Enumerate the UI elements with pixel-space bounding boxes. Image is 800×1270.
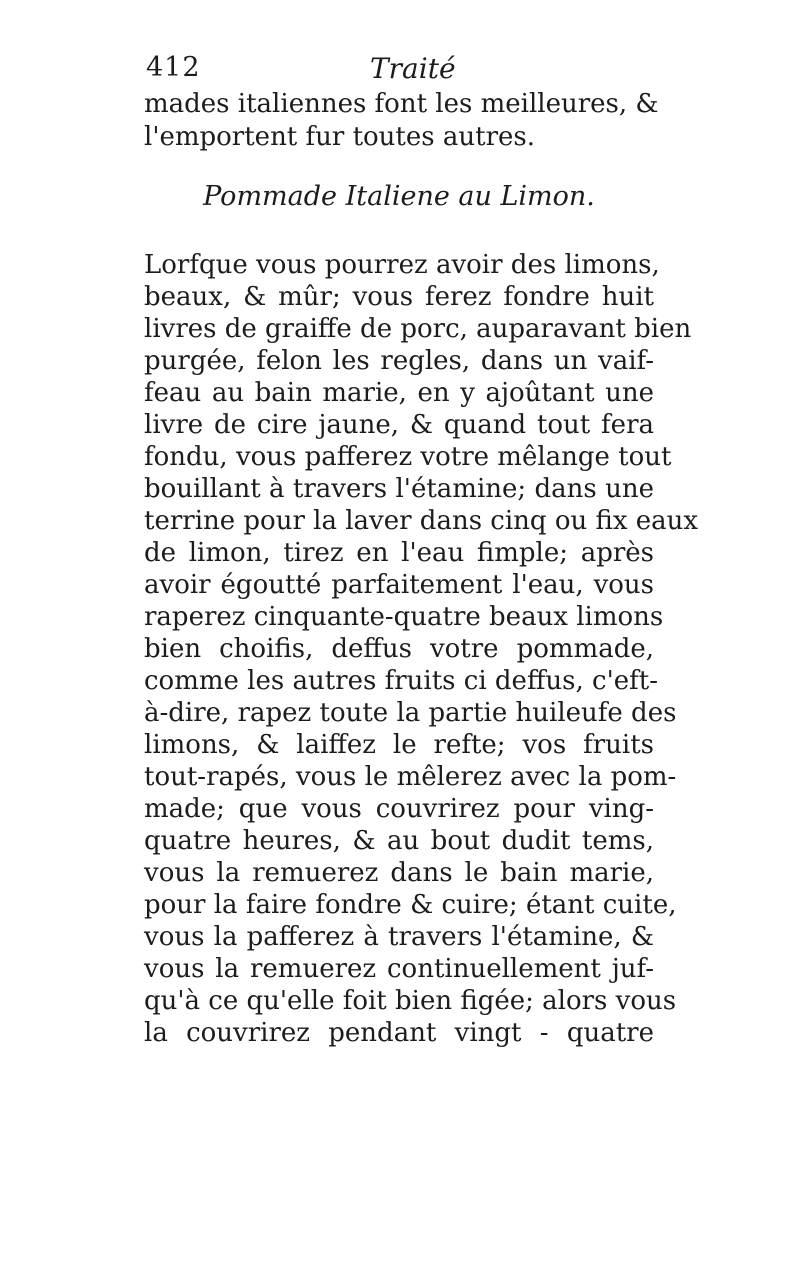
page-number: 412: [146, 52, 201, 83]
continuation-line: l'emportent fur toutes autres.: [144, 122, 535, 152]
body-line: quatre heures, & au bout dudit tems,: [144, 826, 654, 856]
body-line: livres de graiffe de porc, auparavant bien: [144, 314, 692, 344]
body-line: pour la faire fondre & cuire; étant cuite,: [144, 890, 677, 920]
body-line: vous la pafferez à travers l'étamine, &: [144, 922, 654, 952]
body-line: livre de cire jaune, & quand tout fera: [144, 410, 654, 440]
body-line: fondu, vous pafferez votre mêlange tout: [144, 442, 672, 472]
body-line: raperez cinquante-quatre beaux limons: [144, 602, 664, 632]
body-line: qu'à ce qu'elle foit bien figée; alors vous: [144, 986, 677, 1016]
body-line: terrine pour la laver dans cinq ou fix eaux: [144, 506, 699, 536]
body-line: Lorfque vous pourrez avoir des limons,: [144, 250, 660, 280]
body-line: la couvrirez pendant vingt - quatre: [144, 1018, 654, 1048]
section-heading: Pommade Italiene au Limon.: [203, 181, 595, 212]
body-line: avoir égoutté parfaitement l'eau, vous: [144, 570, 654, 600]
body-line: beaux, & mûr; vous ferez fondre huit: [144, 282, 654, 312]
body-line: vous la remuerez continuellement juf-: [144, 954, 654, 984]
body-line: feau au bain marie, en y ajoûtant une: [144, 378, 654, 408]
body-line: limons, & laiffez le refte; vos fruits: [144, 730, 654, 760]
body-line: vous la remuerez dans le bain marie,: [144, 858, 654, 888]
body-line: bien choifis, deffus votre pommade,: [144, 634, 654, 664]
body-line: bouillant à travers l'étamine; dans une: [144, 474, 654, 504]
body-line: de limon, tirez en l'eau fimple; après: [144, 538, 654, 568]
body-line: purgée, felon les regles, dans un vaif-: [144, 346, 654, 376]
continuation-line: mades italiennes font les meilleures, &: [144, 89, 659, 119]
body-line: tout-rapés, vous le mêlerez avec la pom-: [144, 762, 677, 792]
body-line: à-dire, rapez toute la partie huileufe des: [144, 698, 677, 728]
body-line: comme les autres fruits ci deffus, c'eft-: [144, 666, 658, 696]
running-head: [142, 52, 662, 92]
running-title: Traité: [370, 52, 456, 85]
body-line: made; que vous couvrirez pour ving-: [144, 794, 654, 824]
